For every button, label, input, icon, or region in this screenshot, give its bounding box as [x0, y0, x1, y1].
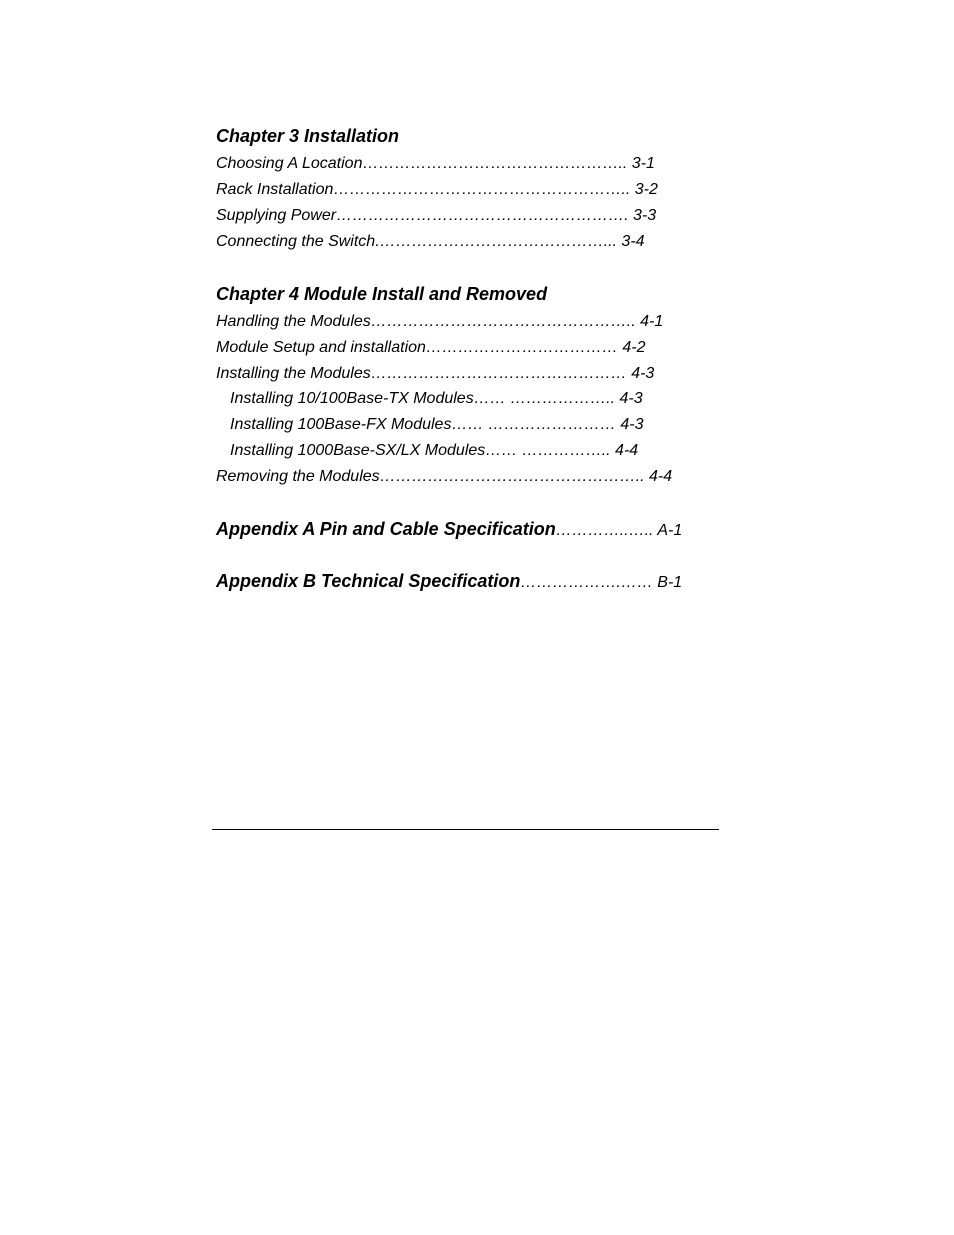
toc-entry-rack-installation: Rack Installation……………………………………………….. 3-2 [216, 181, 658, 198]
appendix-b-entry [216, 571, 682, 592]
toc-entry-module-setup: Module Setup and installation……………………………… 4-2 [216, 339, 646, 356]
toc-entry-supplying-power: Supplying Power………………………………………………. 3-3 [216, 207, 657, 224]
appendix-a-title: Appendix A Pin and Cable Specification [216, 519, 556, 539]
toc-entry-removing-modules: Removing the Modules………………………………………….. 4-4 [216, 468, 673, 485]
appendix-b-title: Appendix B Technical Specification [216, 571, 521, 591]
toc-entry-installing-sxlx: Installing 1000Base-SX/LX Modules…… …………….. 4-4 [230, 442, 639, 459]
toc-entry-handling-modules: Handling the Modules………………………………………….. 4-1 [216, 313, 664, 330]
appendix-a-page: …………..….. A-1 [555, 522, 683, 539]
toc-entry-installing-tx: Installing 10/100Base-TX Modules…… ……………….. 4-3 [230, 390, 643, 407]
toc-entry-installing-fx: Installing 100Base-FX Modules…… …………………… 4-3 [230, 416, 644, 433]
appendix-b-page: ……………….…… B-1 [520, 574, 683, 591]
chapter-3-heading: Chapter 3 Installation [216, 126, 400, 146]
toc-entry-choosing-location: Choosing A Location………………………………………….. 3-1 [216, 155, 655, 172]
toc-entry-installing-modules: Installing the Modules………………………………………… 4-3 [216, 365, 655, 382]
footer-divider [212, 829, 719, 830]
toc-entry-connecting-switch: Connecting the Switch.……………………………………... 3-4 [216, 233, 645, 250]
chapter-4-heading: Chapter 4 Module Install and Removed [216, 284, 548, 304]
appendix-a-entry [216, 519, 682, 540]
